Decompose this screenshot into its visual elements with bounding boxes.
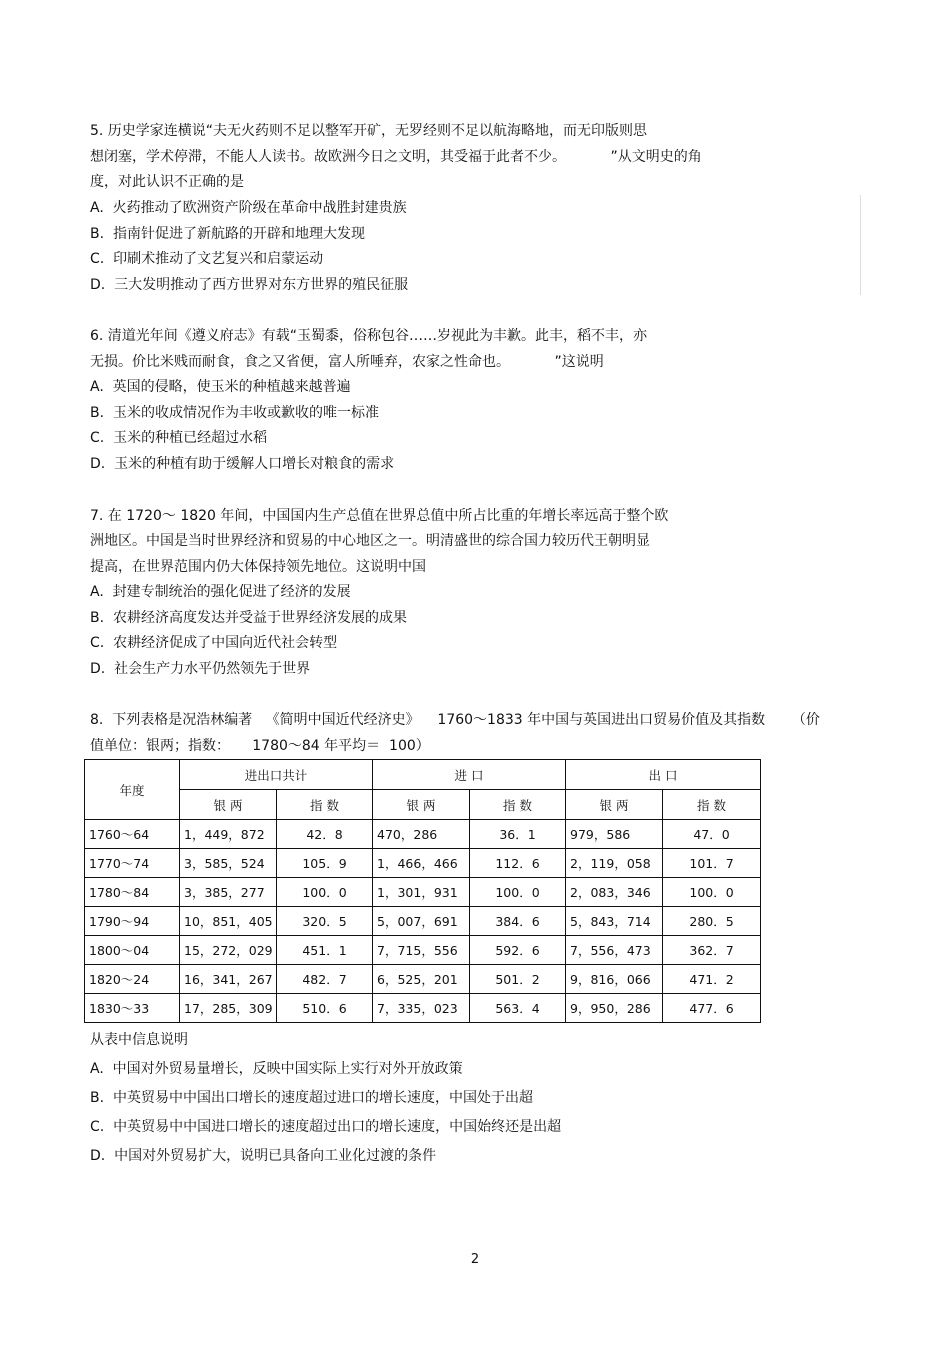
q7-stem-line-3: 提高，在世界范围内仍大体保持领先地位。这说明中国	[90, 559, 426, 575]
q5-stem-line-2: 想闭塞，学术停滞，不能人人读书。故欧洲今日之文明，其受福于此者不少。 ”从文明史的角	[90, 149, 702, 165]
q8-option-b: B. 中英贸易中中国出口增长的速度超过进口的增长速度，中国处于出超	[90, 1090, 533, 1106]
table-row	[85, 994, 761, 1023]
q8-option-a: A. 中国对外贸易量增长，反映中国实际上实行对外开放政策	[90, 1061, 463, 1077]
q6-stem-line-1: 6. 清道光年间《遵义府志》有载“玉蜀黍，俗称包谷……岁视此为丰歉。此丰，稻不丰，亦	[90, 328, 648, 344]
value-cell: 100．0	[277, 878, 373, 907]
margin-rule	[860, 195, 861, 295]
header-import: 进 口	[373, 760, 566, 790]
page-number: 2	[470, 1252, 480, 1267]
q6-option-d: D. 玉米的种植有助于缓解人口增长对粮食的需求	[90, 456, 395, 472]
q8-stem-line-1: 8. 下列表格是况浩林编著 《简明中国近代经济史》 1760～1833 年中国与英国进出口贸易价值及其指数 （价	[90, 712, 820, 728]
q5-stem-line-1: 5. 历史学家连横说“夫无火药则不足以整军开矿，无罗经则不足以航海略地，而无印版则思	[90, 123, 648, 139]
value-cell: 362．7	[663, 936, 761, 965]
value-cell: 471．2	[663, 965, 761, 994]
value-cell: 3，585，524	[180, 849, 277, 878]
value-cell: 100．0	[470, 878, 566, 907]
value-cell: 477．6	[663, 994, 761, 1023]
value-cell: 482．7	[277, 965, 373, 994]
q8-option-d: D. 中国对外贸易扩大，说明已具备向工业化过渡的条件	[90, 1148, 437, 1164]
table-header-row	[85, 760, 761, 790]
q7-stem-line-2: 洲地区。中国是当时世界经济和贸易的中心地区之一。明清盛世的综合国力较历代王朝明显	[90, 533, 650, 549]
table-body	[85, 820, 761, 1023]
subheader-cell: 银 两	[373, 790, 470, 820]
q7-option-c: C. 农耕经济促成了中国向近代社会转型	[90, 635, 338, 651]
table-row	[85, 936, 761, 965]
year-cell: 1780～84	[85, 878, 180, 907]
value-cell: 42．8	[277, 820, 373, 849]
value-cell: 17，285，309	[180, 994, 277, 1023]
q6-option-c: C. 玉米的种植已经超过水稻	[90, 430, 268, 446]
value-cell: 47．0	[663, 820, 761, 849]
q8-option-c: C. 中英贸易中中国进口增长的速度超过出口的增长速度，中国始终还是出超	[90, 1119, 562, 1135]
value-cell: 6，525，201	[373, 965, 470, 994]
year-cell: 1790～94	[85, 907, 180, 936]
table-row	[85, 820, 761, 849]
subheader-cell: 指 数	[470, 790, 566, 820]
value-cell: 3，385，277	[180, 878, 277, 907]
q8-after-table: 从表中信息说明	[90, 1032, 188, 1048]
value-cell: 9，816，066	[566, 965, 663, 994]
value-cell: 5，843，714	[566, 907, 663, 936]
value-cell: 280．5	[663, 907, 761, 936]
year-cell: 1800～04	[85, 936, 180, 965]
value-cell: 10，851，405	[180, 907, 277, 936]
subheader-cell: 指 数	[663, 790, 761, 820]
q7-stem-line-1: 7. 在 1720～ 1820 年间，中国国内生产总值在世界总值中所占比重的年增长率远高于整个欧	[90, 508, 669, 524]
value-cell: 470，286	[373, 820, 470, 849]
subheader-cell: 银 两	[180, 790, 277, 820]
value-cell: 979，586	[566, 820, 663, 849]
value-cell: 105．9	[277, 849, 373, 878]
value-cell: 2，119，058	[566, 849, 663, 878]
year-cell: 1830～33	[85, 994, 180, 1023]
value-cell: 7，715，556	[373, 936, 470, 965]
year-cell: 1760～64	[85, 820, 180, 849]
q5-option-a: A. 火药推动了欧洲资产阶级在革命中战胜封建贵族	[90, 200, 407, 216]
table-row	[85, 878, 761, 907]
table-row	[85, 907, 761, 936]
value-cell: 15，272，029	[180, 936, 277, 965]
q6-option-a: A. 英国的侵略，使玉米的种植越来越普遍	[90, 379, 351, 395]
year-cell: 1820～24	[85, 965, 180, 994]
value-cell: 1，466，466	[373, 849, 470, 878]
q7-option-b: B. 农耕经济高度发达并受益于世界经济发展的成果	[90, 610, 407, 626]
year-cell: 1770～74	[85, 849, 180, 878]
value-cell: 320．5	[277, 907, 373, 936]
header-year: 年度	[85, 760, 180, 820]
table-subheader-row	[85, 790, 761, 820]
table-row	[85, 849, 761, 878]
header-export: 出 口	[566, 760, 761, 790]
value-cell: 112．6	[470, 849, 566, 878]
value-cell: 592．6	[470, 936, 566, 965]
value-cell: 100．0	[663, 878, 761, 907]
q5-option-b: B. 指南针促进了新航路的开辟和地理大发现	[90, 226, 365, 242]
value-cell: 9，950，286	[566, 994, 663, 1023]
value-cell: 36．1	[470, 820, 566, 849]
q5-option-c: C. 印刷术推动了文艺复兴和启蒙运动	[90, 251, 324, 267]
value-cell: 5，007，691	[373, 907, 470, 936]
value-cell: 501．2	[470, 965, 566, 994]
q7-option-d: D. 社会生产力水平仍然领先于世界	[90, 661, 311, 677]
q8-stem-line-2: 值单位：银两；指数： 1780～84 年平均＝ 100）	[90, 738, 430, 754]
q5-option-d: D. 三大发明推动了西方世界对东方世界的殖民征服	[90, 277, 409, 293]
value-cell: 384．6	[470, 907, 566, 936]
q5-stem-line-3: 度，对此认识不正确的是	[90, 174, 244, 190]
subheader-cell: 银 两	[566, 790, 663, 820]
value-cell: 1，449，872	[180, 820, 277, 849]
q6-stem-line-2: 无损。价比米贱而耐食，食之又省便，富人所唾弃，农家之性命也。 ”这说明	[90, 354, 604, 370]
value-cell: 1，301，931	[373, 878, 470, 907]
value-cell: 101．7	[663, 849, 761, 878]
header-total: 进出口共计	[180, 760, 373, 790]
trade-table	[84, 759, 761, 1023]
q7-option-a: A. 封建专制统治的强化促进了经济的发展	[90, 584, 351, 600]
value-cell: 16，341，267	[180, 965, 277, 994]
table-row	[85, 965, 761, 994]
subheader-cell: 指 数	[277, 790, 373, 820]
value-cell: 7，556，473	[566, 936, 663, 965]
value-cell: 2，083，346	[566, 878, 663, 907]
value-cell: 563．4	[470, 994, 566, 1023]
value-cell: 510．6	[277, 994, 373, 1023]
value-cell: 451．1	[277, 936, 373, 965]
value-cell: 7，335，023	[373, 994, 470, 1023]
q6-option-b: B. 玉米的收成情况作为丰收或歉收的唯一标准	[90, 405, 379, 421]
